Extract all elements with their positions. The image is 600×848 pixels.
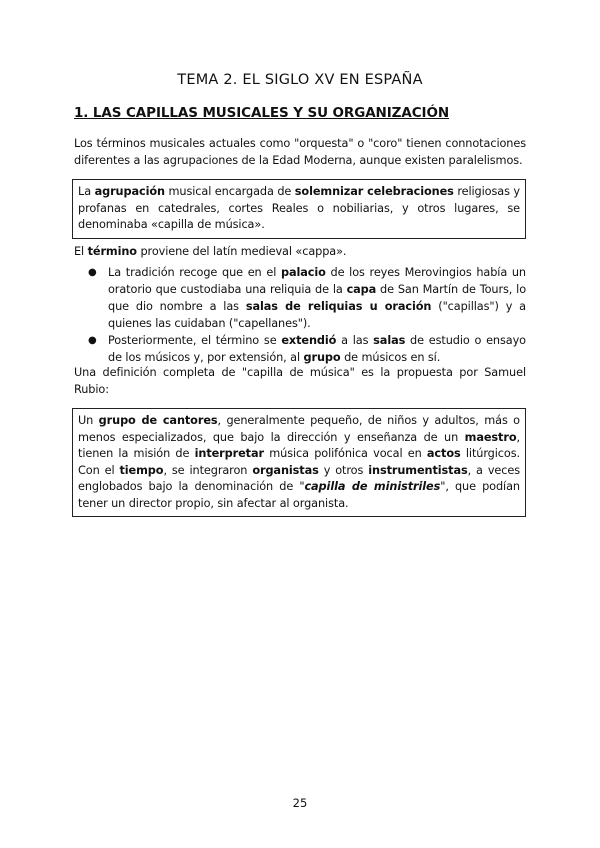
bullet2-bold-salas: salas	[373, 334, 406, 347]
term-bold: término	[87, 245, 137, 258]
box2-text-5: litúrgicos. Con el	[78, 447, 520, 477]
page-title: TEMA 2. EL SIGLO XV EN ESPAÑA	[177, 72, 423, 88]
bullet1-text-1: La tradición recoge que en el	[108, 266, 281, 279]
box1-text-2: musical encargada de	[164, 185, 295, 198]
bullet-icon: ●	[88, 267, 97, 278]
bullet2-text-2: a las	[336, 334, 374, 347]
term-paragraph	[74, 243, 526, 260]
box2-text-3: , tienen la misión de	[78, 430, 520, 460]
box2-bold-tiempo: tiempo	[119, 463, 164, 477]
bullet-list	[74, 264, 526, 366]
box2-text-2: , generalmente pequeño, de niños y adultos, más o menos especializados, que bajo la dirección y enseñanza de un	[78, 414, 520, 444]
box1-text-1: La	[78, 185, 95, 198]
box2-bold-organistas: organistas	[252, 463, 319, 477]
box2-text-7: y otros	[318, 463, 369, 477]
list-item	[74, 264, 526, 332]
box2-bold-actos: actos	[426, 447, 461, 460]
bullet2-text-4: de músicos en sí.	[340, 351, 441, 364]
bullet1-text-4: ("capillas") y a quienes las cuidaban ("capellanes").	[108, 300, 526, 330]
box1-bold-solemnizar: solemnizar celebraciones	[294, 185, 454, 198]
box2-text-1: Un	[78, 414, 99, 427]
box2-text-9: ", que podían tener un director propio, sin afectar al organista.	[78, 480, 520, 510]
box2-bold-instrumentistas: instrumentistas	[368, 463, 468, 477]
box2-bold-interpretar: interpretar	[194, 447, 264, 460]
bullet1-text-3: de San Martín de Tours, lo que dio nombre a las	[108, 283, 527, 313]
box2-text-6: , se integraron	[163, 463, 253, 477]
section-heading: 1. LAS CAPILLAS MUSICALES Y SU ORGANIZACIÓN	[74, 105, 450, 121]
definition-box-rubio	[72, 408, 526, 517]
box1-text-3: religiosas y profanas en catedrales, cortes Reales o nobiliarias, y otros lugares, se denominaba «capilla de música».	[78, 185, 521, 231]
bullet1-bold-salas: salas de reliquias u oración	[245, 300, 432, 313]
box2-bold-maestro: maestro	[464, 430, 517, 444]
bullet2-text-3: de estudio o ensayo de los músicos y, por extensión, al	[108, 334, 526, 364]
box2-bold-italic-ministriles: capilla de ministriles	[304, 480, 441, 493]
term-text-1: El	[74, 245, 88, 258]
bullet2-bold-extendio: extendió	[281, 334, 337, 347]
box2-text-8: , a veces englobados bajo la denominación de "	[78, 463, 521, 493]
intro-paragraph: Los términos musicales actuales como "orquesta" o "coro" tienen connotaciones diferentes a las agrupaciones de la Edad Moderna, aunque existen paralelismos.	[74, 137, 526, 167]
box2-bold-grupo-cantores: grupo de cantores	[98, 414, 218, 427]
term-text-2: proviene del latín medieval «cappa».	[136, 245, 347, 258]
bullet1-bold-capa: capa	[346, 283, 377, 296]
box2-text-4: música polifónica vocal en	[263, 447, 427, 460]
definition-box-capilla	[72, 179, 526, 239]
list-item	[74, 332, 526, 366]
bullet2-text-1: Posteriormente, el término se	[108, 334, 282, 347]
definition-intro-paragraph: Una definición completa de "capilla de música" es la propuesta por Samuel Rubio:	[74, 366, 526, 396]
bullet2-bold-grupo: grupo	[303, 351, 341, 364]
box1-bold-agrupacion: agrupación	[94, 185, 165, 198]
page-number: 25	[292, 796, 308, 810]
bullet-icon: ●	[88, 335, 97, 346]
bullet1-text-2: de los reyes Merovingios había un oratorio que custodiaba una reliquia de la	[108, 266, 526, 296]
bullet1-bold-palacio: palacio	[280, 266, 326, 279]
